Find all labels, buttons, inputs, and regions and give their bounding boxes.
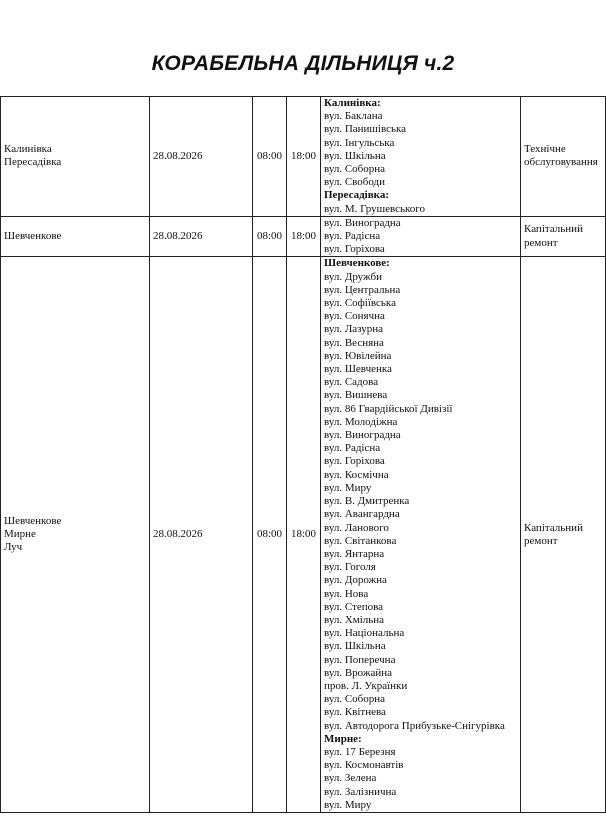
- settlements-cell: [1, 257, 150, 813]
- streets-cell: [321, 97, 521, 217]
- street-item: вул. Лазурна: [324, 323, 384, 336]
- street-item: вул. Миру: [324, 798, 372, 811]
- street-item: вул. Шевченка: [324, 363, 392, 376]
- street-item: вул. Горіхова: [324, 243, 385, 256]
- street-item: вул. Світанкова: [324, 534, 397, 547]
- street-item: вул. Врожайна: [324, 666, 393, 679]
- date-cell: 28.08.2026: [150, 97, 253, 217]
- street-item: вул. Радісна: [324, 442, 381, 455]
- settlement-name: Калинівка: [4, 143, 52, 156]
- table-row: [1, 97, 606, 217]
- street-item: вул. Сонячна: [324, 310, 385, 323]
- street-item: пров. Л. Українки: [324, 679, 408, 692]
- street-item: вул. Соборна: [324, 163, 386, 176]
- street-item: вул. Степова: [324, 600, 384, 613]
- street-item: вул. Квітнева: [324, 706, 386, 719]
- street-item: вул. Шкільна: [324, 640, 386, 653]
- street-item: вул. Дорожна: [324, 574, 387, 587]
- street-item: вул. Вишнева: [324, 389, 388, 402]
- street-item: вул. Нова: [324, 587, 369, 600]
- work-type-cell: [521, 257, 606, 813]
- street-item: вул. Поперечна: [324, 653, 396, 666]
- start-time-cell: 08:00: [253, 97, 287, 217]
- work-type-text: Технічне: [524, 143, 566, 156]
- street-item: вул. Шкільна: [324, 149, 386, 162]
- street-item: вул. Дружби: [324, 270, 382, 283]
- street-item: вул. Авангардна: [324, 508, 400, 521]
- settlement-name: Луч: [4, 541, 23, 554]
- settlement-header: Шевченкове:: [324, 257, 390, 270]
- street-item: вул. Панишівська: [324, 123, 407, 136]
- work-type-text: ремонт: [524, 534, 558, 547]
- start-time-cell: 08:00: [253, 216, 287, 257]
- street-item: вул. Софіївська: [324, 297, 396, 310]
- table-row: [1, 216, 606, 257]
- date-cell: 28.08.2026: [150, 216, 253, 257]
- work-type-cell: [521, 216, 606, 257]
- settlement-header: Мирне:: [324, 732, 362, 745]
- street-item: вул. 17 Березня: [324, 745, 396, 758]
- street-item: вул. Виноградна: [324, 216, 401, 229]
- settlement-header: Калинівка:: [324, 97, 381, 109]
- street-item: вул. Автодорога Прибузьке-Снігурівка: [324, 719, 505, 732]
- street-item: вул. Ювілейна: [324, 349, 392, 362]
- street-item: вул. Центральна: [324, 283, 401, 296]
- streets-cell: [321, 216, 521, 257]
- street-item: вул. Молодіжна: [324, 415, 398, 428]
- street-item: вул. 86 Гвардійської Дивізії: [324, 402, 453, 415]
- settlements-cell: [1, 216, 150, 257]
- street-item: вул. М. Грушевського: [324, 202, 426, 215]
- street-item: вул. Космічна: [324, 468, 389, 481]
- street-item: вул. Свободи: [324, 176, 386, 189]
- settlement-name: Пересадівка: [4, 156, 62, 169]
- street-item: вул. Гоголя: [324, 561, 376, 574]
- street-item: вул. Зелена: [324, 772, 377, 785]
- street-item: вул. Виноградна: [324, 429, 401, 442]
- settlement-name: Мирне: [4, 528, 36, 541]
- start-time-cell: 08:00: [253, 257, 287, 813]
- outage-schedule-table: [0, 96, 606, 813]
- settlements-cell: [1, 97, 150, 217]
- street-item: вул. В. Дмитренка: [324, 495, 410, 508]
- page-title: КОРАБЕЛЬНА ДІЛЬНИЦЯ ч.2: [151, 52, 455, 75]
- street-item: вул. Горіхова: [324, 455, 385, 468]
- street-item: вул. Ланового: [324, 521, 389, 534]
- date-cell: 28.08.2026: [150, 257, 253, 813]
- settlement-name: Шевченкове: [4, 230, 62, 243]
- street-item: вул. Миру: [324, 481, 372, 494]
- streets-cell: [321, 257, 521, 813]
- settlement-header: Пересадівка:: [324, 189, 389, 202]
- work-type-text: Капітальний: [524, 223, 583, 236]
- work-type-text: Капітальний: [524, 521, 583, 534]
- street-item: вул. Янтарна: [324, 547, 385, 560]
- street-item: вул. Хмільна: [324, 613, 385, 626]
- street-item: вул. Радісна: [324, 230, 381, 243]
- street-item: вул. Садова: [324, 376, 379, 389]
- street-item: вул. Космонавтів: [324, 759, 404, 772]
- end-time-cell: 18:00: [287, 97, 321, 217]
- table-row: [1, 257, 606, 813]
- work-type-text: ремонт: [524, 236, 558, 249]
- end-time-cell: 18:00: [287, 216, 321, 257]
- work-type-cell: [521, 97, 606, 217]
- street-item: вул. Залізнична: [324, 785, 397, 798]
- street-item: вул. Національна: [324, 627, 405, 640]
- street-item: вул. Соборна: [324, 693, 386, 706]
- work-type-text: обслуговування: [524, 156, 598, 169]
- street-item: вул. Інгульська: [324, 136, 395, 149]
- settlement-name: Шевченкове: [4, 514, 62, 527]
- street-item: вул. Весняна: [324, 336, 384, 349]
- end-time-cell: 18:00: [287, 257, 321, 813]
- street-item: вул. Баклана: [324, 110, 383, 123]
